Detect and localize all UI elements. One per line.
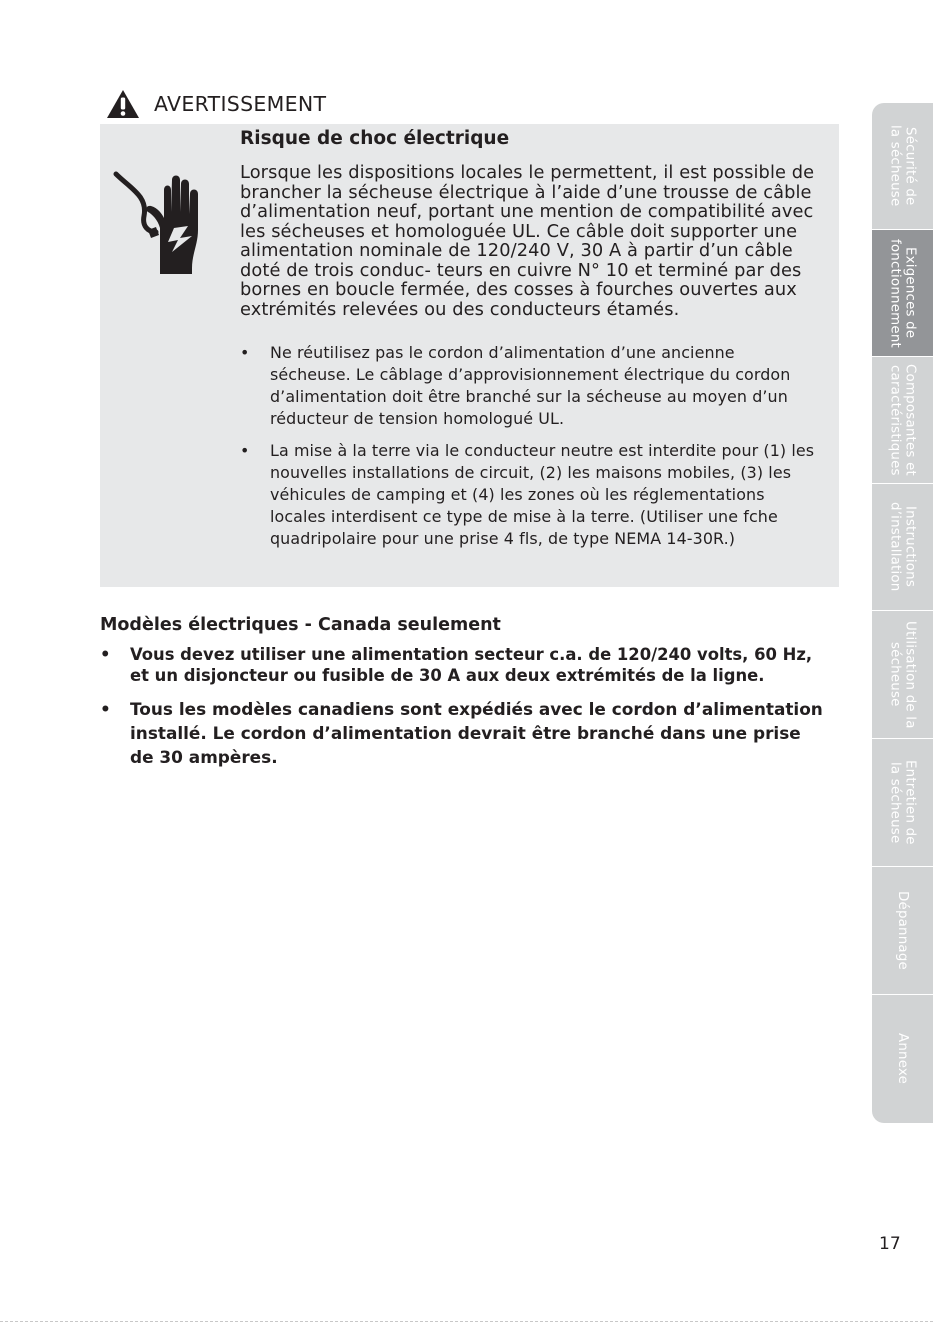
chapter-tabs [872,103,933,1123]
bullet-dot: • [240,343,250,362]
list-item [100,697,830,769]
page-number: 17 [879,1234,901,1254]
list-item-text: Ne réutilisez pas le cordon d’alimentation d’une ancienne sécheuse. Le câblage d’approvisionnement électrique du cordon d’alimentation doit être branché sur la sécheuse au moyen d’un réducteur de tension homologué UL. [270,343,791,428]
section-title: Modèles électriques - Canada seulement [100,615,501,635]
warning-triangle-icon [106,89,140,119]
tab-label: Annexe [895,1033,910,1085]
list-item-text: Vous devez utiliser une alimentation secteur c.a. de 120/240 volts, 60 Hz, et un disjoncteur ou fusible de 30 A aux deux extrémités de la ligne. [130,645,813,685]
tab-label: Sécurité de la sécheuse [887,125,918,207]
list-item [100,644,830,686]
list-item [240,440,820,550]
tab-entretien[interactable] [872,739,933,867]
warning-header [106,86,326,122]
risk-description: Lorsque les dispositions locales le permettent, il est possible de brancher la sécheuse électrique à l’aide d’une trousse de câble d’alimentation neuf, portant une mention de compatibilité avec les sécheuses et homologuée UL. Ce câble doit supporter une alimentation nominale de 120/240 V, 30 A à partir d’un câble doté de trois conduc- teurs en cuivre N° 10 et terminé par des bornes en boucle fermée, des cosses à fourches ouvertes aux extrémités relevées ou des conducteurs étamés. [240,162,815,320]
risk-bullet-list [240,342,820,550]
tab-label: Composantes et caractéristiques [887,364,918,476]
tab-label: Entretien de la sécheuse [887,760,918,845]
list-item-text: La mise à la terre via le conducteur neutre est interdite pour (1) les nouvelles installations de circuit, (2) les maisons mobiles, (3) les véhicules de camping et (4) les zones où les réglementations locales interdisent ce type de mise à la terre. (Utiliser une fche quadripolaire pour une prise 4 fls, de type NEMA 14-30R.) [270,441,815,548]
tab-annexe[interactable] [872,995,933,1123]
tab-composantes[interactable] [872,357,933,484]
risk-title: Risque de choc électrique [240,128,510,149]
bullet-dot: • [100,699,111,719]
tab-securite[interactable] [872,103,933,230]
tab-depannage[interactable] [872,867,933,995]
tab-exigences[interactable] [872,230,933,357]
tab-label: Instructions d’installation [887,502,918,592]
page-divider [0,1321,933,1322]
warning-title: AVERTISSEMENT [154,92,327,116]
electric-shock-hand-icon [108,168,212,276]
tab-instructions[interactable] [872,484,933,611]
tab-label: Exigences de fonctionnement [887,238,918,348]
section-bullet-list [100,644,830,769]
bullet-dot: • [240,441,250,460]
list-item-text: Tous les modèles canadiens sont expédiés avec le cordon d’alimentation installé. Le cordon d’alimentation devrait être branché dans une prise de 30 ampères. [130,699,823,767]
tab-label: Dépannage [895,891,910,970]
list-item [240,342,820,430]
tab-utilisation[interactable] [872,611,933,739]
bullet-dot: • [100,645,111,664]
tab-label: Utilisation de la sécheuse [887,620,918,729]
